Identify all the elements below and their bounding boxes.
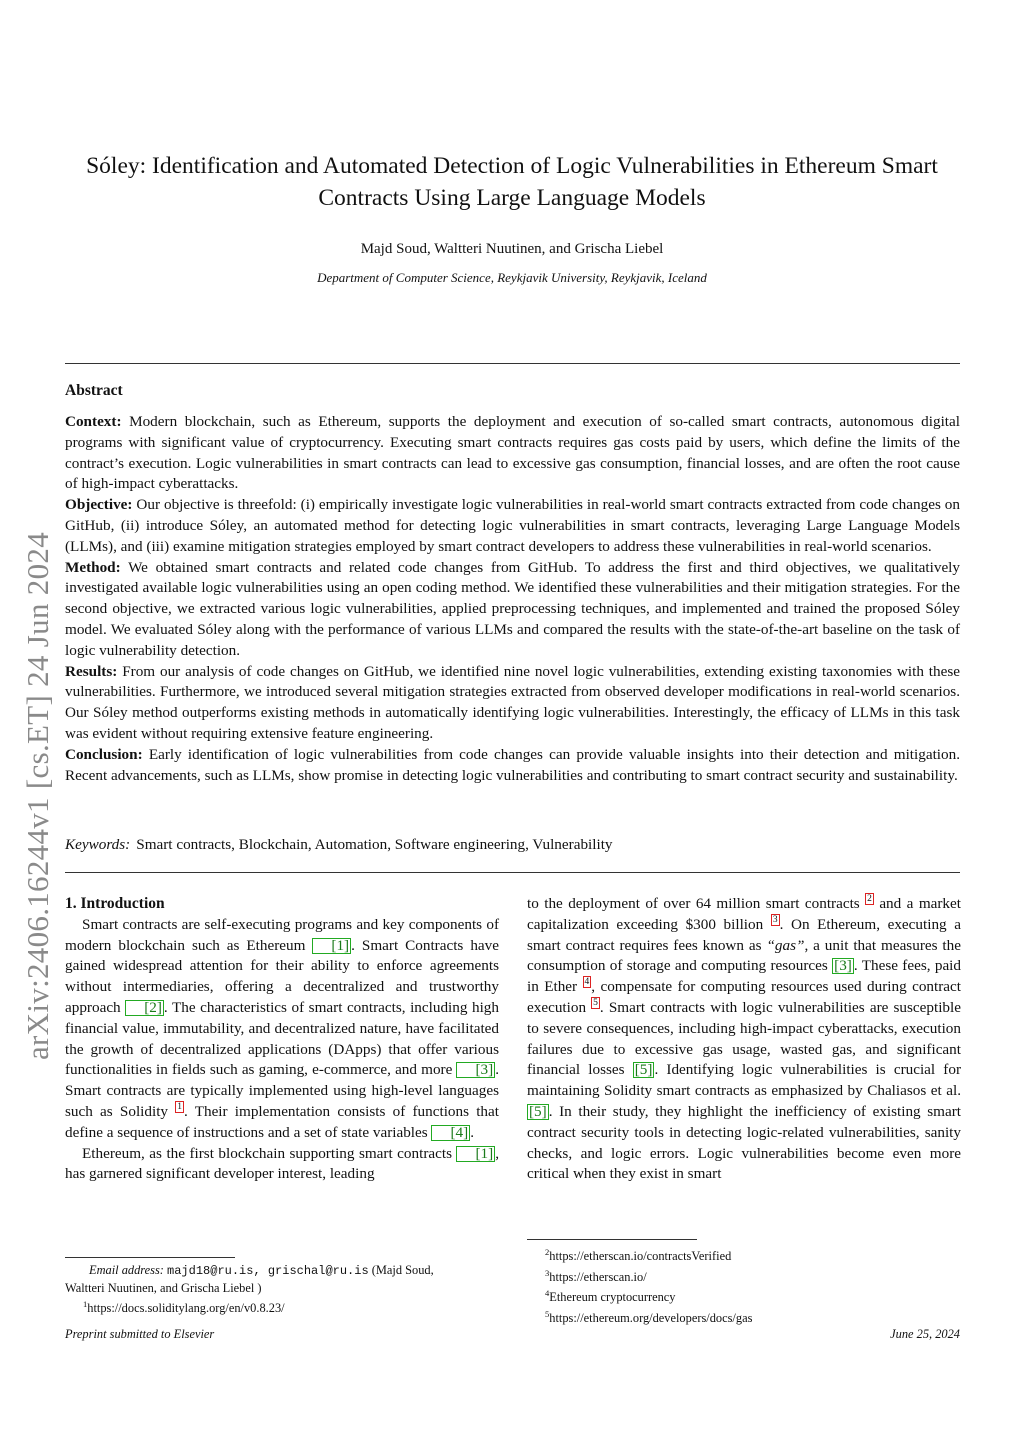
footnote-rule-left — [65, 1257, 235, 1258]
footnote-2: $^2$https://etherscan.io/contractsVerified — [545, 1247, 732, 1263]
column-left — [65, 894, 499, 1185]
divider-top — [65, 363, 960, 364]
footer-date: June 25, 2024 — [890, 1327, 960, 1341]
footnote-link[interactable]: 1 — [177, 1101, 182, 1112]
footnote-rule-right — [527, 1239, 697, 1240]
paper-title — [60, 150, 964, 214]
citation-link[interactable]: [5] — [529, 1102, 547, 1120]
footnote-link[interactable]: 2 — [867, 894, 872, 904]
column-right — [527, 894, 961, 1185]
footnote-link[interactable]: 5 — [593, 997, 598, 1008]
keywords-text: Smart contracts, Blockchain, Automation, Software engineering, Vulnerability — [136, 836, 613, 853]
abstract-objective — [65, 495, 960, 557]
conclusion-label: Conclusion: — [65, 745, 143, 763]
footnote-url[interactable]: https://docs.soliditylang.org/en/v0.8.23/ — [87, 1301, 285, 1315]
results-label: Results: — [65, 662, 118, 680]
email-footnote: Email address: majd18@ru.is, grischal@ru.is (Majd Soud, — [89, 1263, 434, 1278]
intro-paragraph-1: Smart contracts are self-executing programs and key components of modern blockchain such as Ethereum [1] . Smart Contracts have gained widespread attention for their ability to enforce agreements without intermediaries, offering a decentralized and trustworthy approach [2] . The characteristics of smart contracts, including high financial value, immutability, and decentralized nature, have facilitated the growth of decentralized applications (DApps) that offer various functionalities in fields such as gaming, e-commerce, and more [3] . Smart contracts are typically implemented using high-level languages such as Solidity $^1$ . Their implementation consists of functions that define a sequence of instructions and a set of state variables [4] . — [65, 915, 499, 1141]
citation-link[interactable]: [5] — [634, 1061, 653, 1079]
citation-link[interactable]: [3] — [456, 1062, 495, 1078]
citation-link[interactable]: [2] — [125, 1000, 164, 1016]
footnote-link[interactable]: 3 — [772, 914, 778, 925]
abstract-method — [65, 558, 960, 662]
arxiv-identifier: arXiv:2406.16244v1 [cs.ET] 24 Jun 2024 — [20, 531, 55, 1060]
citation-link[interactable]: [3] — [834, 957, 852, 975]
footnote-1: $^1$https://docs.soliditylang.org/en/v0.8.23/ — [83, 1299, 285, 1315]
divider-bottom — [65, 872, 960, 873]
title-line-2: Contracts Using Large Language Models — [318, 185, 706, 211]
keywords-label: Keywords: — [65, 836, 131, 853]
affiliation: Department of Computer Science, Reykjavik University, Reykjavik, Iceland — [317, 270, 707, 285]
email-addresses[interactable]: majd18@ru.is, grischal@ru.is — [167, 1264, 369, 1278]
citation-link[interactable]: [4] — [431, 1125, 470, 1141]
footnotes-left: Email address: majd18@ru.is, grischal@ru.is (Majd Soud, Waltteri Nuutinen, and Grischa Liebel ) $^1$https://docs.soliditylang.org/en/v0.8.23/ — [65, 1262, 499, 1317]
keywords — [65, 836, 613, 854]
title-line-1: Sóley: Identification and Automated Detection of Logic Vulnerabilities in Ethereum Smart — [86, 153, 938, 179]
abstract-body — [65, 412, 960, 786]
context-label: Context: — [65, 413, 122, 430]
citation-link[interactable]: [1] — [312, 938, 351, 954]
abstract-heading: Abstract — [65, 382, 123, 399]
method-text: We obtained smart contracts and related code changes from GitHub. To address the first and third objectives, we qualitatively investigated available logic vulnerabilities using an open coding method. We identified these vulnerabilities and their mitigation strategies. For the second objective, we extracted various logic vulnerabilities, applied preprocessing techniques, and implemented and trained the proposed Sóley model. We evaluated Sóley along with the performance of various LLMs and compared the results with the state-of-the-art baseline on the task of logic vulnerability detection. — [65, 558, 960, 659]
footnote-url[interactable]: https://etherscan.io/ — [549, 1269, 647, 1284]
abstract-context — [65, 412, 960, 495]
method-label: Method: — [65, 558, 121, 576]
intro-paragraph-2-continued: to the deployment of over 64 million smart contracts $^2$ and a market capitalization exceeding $300 billion $^3$ . On Ethereum, executing a smart contract requires fees known as “gas”, a unit that measures the consumption of storage and computing resources [3] . These fees, paid in Ether $^4$ , compensate for computing resources used during contract execution $^5$ . Smart contracts with logic vulnerabilities are susceptible to severe consequences, including high-impact cyberattacks, execution failures due to excessive gas usage, wasted gas, and significant financial losses [5] . Identifying logic vulnerabilities is crucial for maintaining Solidity smart contracts as emphasized by Chaliasos et al. [5] . In their study, they highlight the inefficiency of existing smart contract security tools in detecting logic-related vulnerabilities, sanity checks, and logic errors. Logic vulnerabilities become even more critical when they exist in smart — [527, 894, 961, 1183]
footnote-url[interactable]: https://etherscan.io/contractsVerified — [549, 1249, 732, 1263]
objective-label: Objective: — [65, 496, 133, 514]
abstract-conclusion — [65, 745, 960, 787]
footnote-url[interactable]: https://ethereum.org/developers/docs/gas — [549, 1310, 753, 1325]
footnotes-right — [545, 1244, 965, 1326]
citation-link[interactable]: [1] — [456, 1146, 495, 1162]
footnote-link[interactable]: 4 — [584, 977, 590, 988]
footnote-4: $^4$Ethereum cryptocurrency — [545, 1288, 676, 1304]
footnote-5: $^5$https://ethereum.org/developers/docs/gas — [545, 1308, 753, 1325]
results-text: From our analysis of code changes on GitHub, we identified nine novel logic vulnerabilities, extending existing taxonomies with these vulnerabilities. Furthermore, we introduced several mitigation strategies extracted from observed developer modifications in real-world scenarios. Our Sóley method outperforms existing methods in automatically identifying logic vulnerabilities. Interestingly, the efficacy of LLMs in this task was evident without requiring extensive feature engineering. — [65, 662, 960, 742]
conclusion-text: Early identification of logic vulnerabilities from code changes can provide valuable insights into their detection and mitigation. Recent advancements, such as LLMs, show promise in detecting logic vulnerabilities and contributing to smart contract security and sustainability. — [65, 745, 960, 784]
author-list: Majd Soud, Waltteri Nuutinen, and Grischa Liebel — [360, 241, 664, 257]
footnote-3: $^3$https://etherscan.io/ — [545, 1267, 647, 1284]
context-text: Modern blockchain, such as Ethereum, supports the deployment and execution of so-called smart contracts, autonomous digital programs with significant value of cryptocurrency. Executing smart contracts requires gas costs paid by users, which define the limits of the contract’s execution. Logic vulnerabilities in smart contracts can lead to excessive gas consumption, financial losses, and are often the root cause of high-impact cyberattacks. — [65, 413, 960, 493]
intro-paragraph-2: Ethereum, as the first blockchain supporting smart contracts [1] , has garnered significant developer interest, leading — [65, 1144, 499, 1183]
section-heading-introduction: 1. Introduction — [65, 895, 165, 912]
footer-preprint-note: Preprint submitted to Elsevier — [65, 1327, 215, 1341]
objective-text: Our objective is threefold: (i) empirically investigate logic vulnerabilities in real-world smart contracts extracted from code changes on GitHub, (ii) introduce Sóley, an automated method for detecting logic vulnerabilities in smart contracts, leveraging Large Language Models (LLMs), and (iii) examine mitigation strategies employed by smart contract developers to address these vulnerabilities in real-world scenarios. — [65, 496, 960, 555]
abstract-results — [65, 662, 960, 745]
